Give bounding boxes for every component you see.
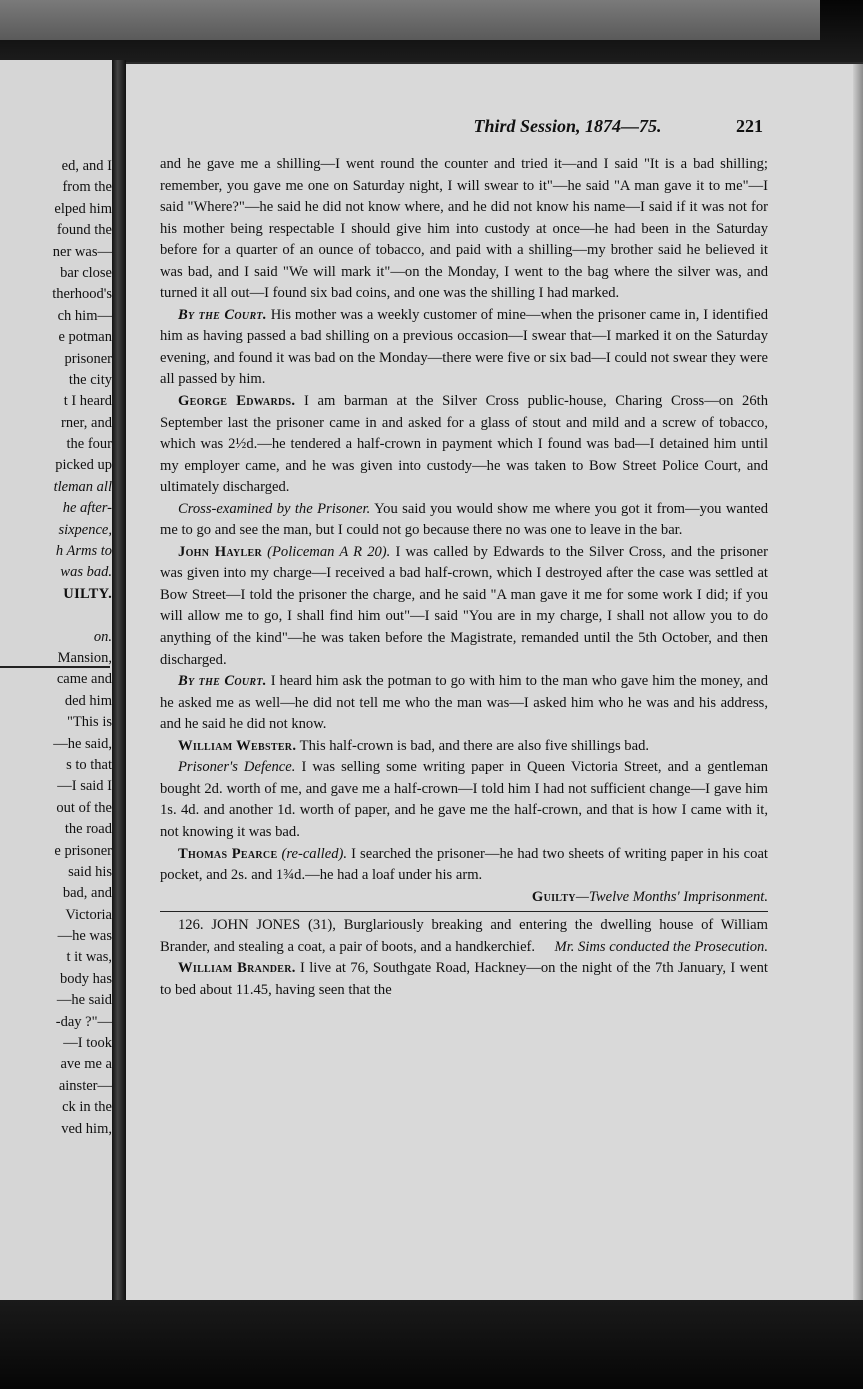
left-line-fragment: ded him <box>64 692 112 709</box>
page-edge <box>853 64 863 1300</box>
left-line-fragment: ainster— <box>58 1077 112 1094</box>
case-heading: 126. JOHN JONES (31), Burglariously breaking and entering the dwelling house of William Brander, and stealing a coat, a pair of boots, and a handkerchief. Mr. Sims conducted the Prosecution. <box>160 915 768 958</box>
left-line-fragment: Mansion, <box>57 649 112 666</box>
running-header <box>126 116 769 137</box>
left-line-fragment: h Arms to <box>55 543 112 560</box>
left-line-fragment: on. <box>93 628 112 645</box>
left-line-fragment: e prisoner <box>54 842 112 859</box>
left-line-fragment: t it was, <box>66 949 112 966</box>
top-page-edge <box>0 0 820 40</box>
left-line-fragment: Victoria <box>65 906 112 923</box>
left-line-fragment: therhood's <box>52 286 112 303</box>
left-line-fragment: he after- <box>62 500 112 517</box>
left-line-fragment: —he was <box>57 928 112 945</box>
left-line-fragment: from the <box>62 179 112 196</box>
paragraph: Thomas Pearce (re-called). I searched the prisoner—he had two sheets of writing paper in his coat pocket, and 2s. and 1¾d.—he had a loaf under his arm. <box>160 845 768 884</box>
left-line-fragment: came and <box>56 671 112 688</box>
left-line-fragment: the city <box>68 371 112 388</box>
bottom-shadow <box>0 1300 863 1389</box>
left-line-fragment: —I said I <box>57 778 112 795</box>
left-line-fragment: tleman all <box>53 478 112 495</box>
left-line-fragment: the road <box>64 821 112 838</box>
left-line-fragment: ner was— <box>52 243 112 260</box>
paragraph: Prisoner's Defence. I was selling some writing paper in Queen Victoria Street, and a gentleman bought 2d. worth of me, and gave me a half-crown—I told him I had not sufficient change—I gave him 1s. 4d. and another 1d. worth of paper, and he gave me the half-crown, and that is how I came with it, not knowing it was bad. <box>160 759 769 840</box>
left-line-fragment: t I heard <box>63 393 112 410</box>
left-line-fragment: bar close <box>60 264 112 281</box>
left-line-fragment: sixpence, <box>58 521 112 538</box>
book-gutter <box>112 60 126 1300</box>
left-line-fragment: ed, and I <box>61 158 112 174</box>
left-line-fragment: elped him <box>54 200 112 217</box>
left-page-rule <box>0 666 110 668</box>
paragraph: William Brander. I live at 76, Southgate Road, Hackney—on the night of the 7th January, I went to bed about 11.45, having seen that the <box>160 960 768 998</box>
running-title: Third Session, 1874—75. <box>473 116 662 136</box>
paragraph: By the Court. His mother was a weekly customer of mine—when the prisoner came in, I identified him as having passed a bad shilling on a previous occasion—I swear that—I marked it on the Saturday evening, and found it was bad on the Monday—there were five or six bad—I could not swear they were all passed by him. <box>160 306 769 388</box>
left-line-fragment: the four <box>66 436 112 453</box>
paragraph: John Hayler (Policeman A R 20). I was called by Edwards to the Silver Cross, and the prisoner was given into my charge—I received a bad half-crown, which I destroyed after the case was settled at Bow Street—I told the prisoner the charge, and he said "A man gave it me for some work I did; if you will allow me to go, I shall find him out"—I said "You are in my charge, I shall not allow you to do anything of the kind"—he was taken before the Magistrate, remanded until the 5th October, and then discharged. <box>160 543 768 668</box>
left-line-fragment: was bad. <box>60 564 112 581</box>
paragraph: and he gave me a shilling—I went round the counter and tried it—and I said "It is a bad shilling; remember, you gave me one on Saturday night, I will swear to it"—he said "A man gave it to me"—I said "Where?"—he said he did not know where, and he did not know his name—I said if it was not for his mother being respectable I should give him into custody at once—he had been in the Saturday before for a quarter of an ounce of tobacco, and paid with a shilling—my brother said he believed it was bad, and I said "We will mark it"—on the Monday, I went to the bag where the silver was, and turned it all out—I found six bad coins, and one was the shilling I had marked. <box>160 156 768 302</box>
verdict: Guilty—Twelve Months' Imprisonment. <box>531 888 768 905</box>
paragraph: By the Court. I heard him ask the potman to go with him to the man who gave him the money, and he asked me as well—he did not tell me who the man was—I asked him who he was and his address, and he said he did not know. <box>160 673 769 733</box>
left-line-fragment: ch him— <box>57 307 112 324</box>
left-line-fragment: out of the <box>56 799 112 816</box>
speaker: Prisoner's Defence. <box>178 759 296 776</box>
prosecution-note: Mr. Sims conducted the Prosecution. <box>554 938 768 955</box>
left-line-fragment: bad, and <box>62 885 112 902</box>
speaker: By the Court. <box>178 306 267 323</box>
case-divider <box>160 911 768 912</box>
speaker: John Hayler <box>178 543 262 560</box>
left-line-fragment: prisoner <box>64 350 112 367</box>
speaker: Thomas Pearce <box>178 845 278 862</box>
page-number: 221 <box>736 116 763 136</box>
left-line-fragment: found the <box>56 222 112 239</box>
left-line-fragment <box>0 605 112 626</box>
speaker: Cross-examined by the Prisoner. <box>178 500 371 517</box>
left-line-fragment: —he said <box>56 992 112 1009</box>
speaker: By the Court. <box>178 673 267 690</box>
paragraph: Cross-examined by the Prisoner. You said you would show me where you got it from—you wanted me to go and see the man, but I could not go because there no was one to leave in the bar. <box>160 500 769 539</box>
left-line-fragment: ave me a <box>60 1056 112 1073</box>
left-line-fragment: —he said, <box>53 735 112 752</box>
left-line-fragment: UILTY. <box>63 585 112 602</box>
left-line-fragment: picked up <box>55 457 112 474</box>
left-line-fragment: -day ?"— <box>55 1013 112 1030</box>
left-line-fragment: "This is <box>67 714 112 731</box>
right-page <box>126 64 863 1300</box>
left-line-fragment: rner, and <box>61 414 112 431</box>
left-line-fragment: s to that <box>66 756 112 773</box>
left-line-fragment: ck in the <box>62 1099 112 1116</box>
paragraph: William Webster. This half-crown is bad, and there are also five shillings bad. <box>178 737 650 754</box>
page-body <box>160 154 768 1001</box>
left-line-fragment: body has <box>60 970 112 987</box>
left-page <box>0 60 114 1300</box>
speaker: William Brander. <box>178 960 296 977</box>
left-line-fragment: —I took <box>63 1035 112 1052</box>
left-line-fragment: ved him, <box>61 1120 112 1137</box>
paragraph: George Edwards. I am barman at the Silver Cross public-house, Charing Cross—on 26th September last the prisoner came in and asked for a glass of stout and mild and a screw of tobacco, which was 2½d.—he tendered a half-crown in payment which I found was bad—I detained him until my employer came, and he was given into custody—he was taken to Bow Street Police Court, and ultimately discharged. <box>160 393 768 496</box>
left-line-fragment: e potman <box>58 329 112 346</box>
speaker: George Edwards. <box>178 393 296 410</box>
left-page-text <box>0 156 112 1140</box>
left-line-fragment: said his <box>68 863 112 880</box>
speaker: William Webster. <box>178 737 297 754</box>
